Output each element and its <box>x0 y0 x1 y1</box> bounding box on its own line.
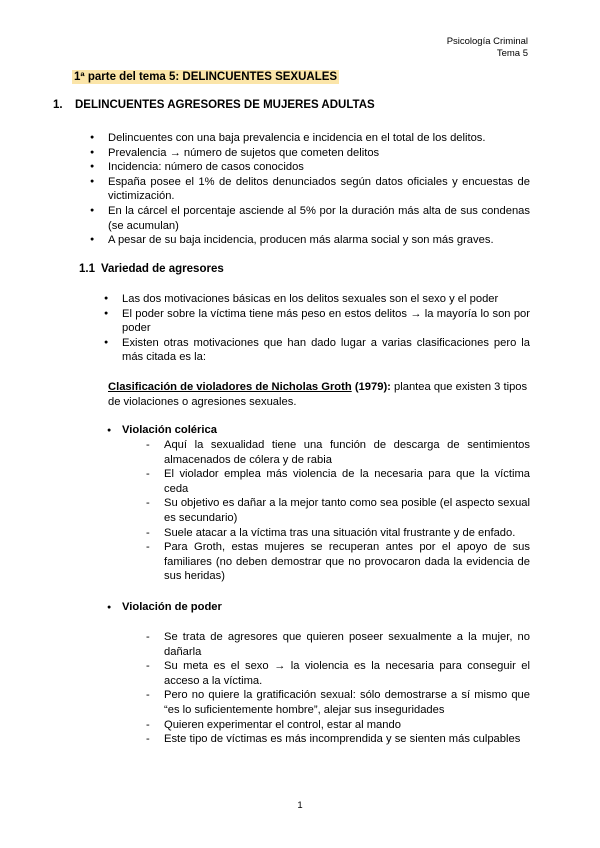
list-item: - Su objetivo es dañar a la mejor tanto como sea posible (el aspecto sexual es secundario) <box>164 496 530 525</box>
section-heading <box>53 99 375 111</box>
type2-dash-list <box>164 630 530 747</box>
list-item: ● A pesar de su baja incidencia, producen más alarma social y son más graves. <box>108 233 530 248</box>
list-item: - Se trata de agresores que quieren poseer sexualmente a la mujer, no dañarla <box>164 630 530 659</box>
section-number: 1. <box>53 99 63 111</box>
list-item: - Pero no quiere la gratificación sexual: sólo demostrarse a sí mismo que “es lo suficientemente hombre”, alejar sus inseguridades <box>164 688 530 717</box>
section-bullet-list <box>108 131 530 248</box>
list-item: ● Prevalencia → número de sujetos que cometen delitos <box>108 146 530 161</box>
type1-dash-list <box>164 438 530 584</box>
list-item: ● En la cárcel el porcentaje asciende al 5% por la duración más alta de sus condenas (se acumulan) <box>108 204 530 233</box>
list-item: ● Incidencia: número de casos conocidos <box>108 160 530 175</box>
part-title <box>72 71 339 83</box>
classification-year: (1979): <box>354 381 391 393</box>
list-item: ● El poder sobre la víctima tiene más peso en estos delitos → la mayoría lo son por poder <box>122 307 530 336</box>
list-item: - Su meta es el sexo → la violencia es la necesaria para conseguir el acceso a la víctima. <box>164 659 530 688</box>
list-item: - Para Groth, estas mujeres se recuperan antes por el apoyo de sus familiares (no deben demostrar que no provocaron dada la evidencia de sus heridas) <box>164 540 530 584</box>
list-item: ● Delincuentes con una baja prevalencia e incidencia en el total de los delitos. <box>108 131 530 146</box>
section-title: DELINCUENTES AGRESORES DE MUJERES ADULTAS <box>75 99 375 111</box>
classification-paragraph <box>108 380 530 410</box>
list-item: - Este tipo de víctimas es más incomprendida y se sienten más culpables <box>164 732 530 747</box>
list-item: ● Existen otras motivaciones que han dado lugar a varias clasificaciones pero la más citada es la: <box>122 336 530 365</box>
list-item: ● España posee el 1% de delitos denunciados según datos oficiales y encuestas de victimización. <box>108 175 530 204</box>
list-item: - Quieren experimentar el control, estar al mando <box>164 718 530 733</box>
page-number: 1 <box>297 800 303 811</box>
header-topic: Tema 5 <box>496 48 528 59</box>
type-heading-poder: ● Violación de poder <box>122 601 222 613</box>
classification-title: Clasificación de violadores de Nicholas Groth <box>108 381 352 393</box>
list-item: - Suele atacar a la víctima tras una situación vital frustrante y de enfado. <box>164 526 530 541</box>
subsection-bullet-list <box>122 292 530 365</box>
type-heading-colerica: ● Violación colérica <box>122 424 217 436</box>
list-item: - Aquí la sexualidad tiene una función de descarga de sentimientos almacenados de cólera y de rabia <box>164 438 530 467</box>
page-header <box>447 36 528 60</box>
subsection-number: 1.1 <box>79 263 95 275</box>
list-item: ● Las dos motivaciones básicas en los delitos sexuales son el sexo y el poder <box>122 292 530 307</box>
subsection-title: Variedad de agresores <box>101 263 224 275</box>
part-title-text: 1ª parte del tema 5: DELINCUENTES SEXUALES <box>74 71 338 83</box>
header-course: Psicología Criminal <box>446 36 528 47</box>
subsection-heading <box>79 263 224 275</box>
classification-text: plantea que existen 3 tipos de violaciones o agresiones sexuales. <box>108 381 528 408</box>
list-item: - El violador emplea más violencia de la necesaria para que la víctima ceda <box>164 467 530 496</box>
